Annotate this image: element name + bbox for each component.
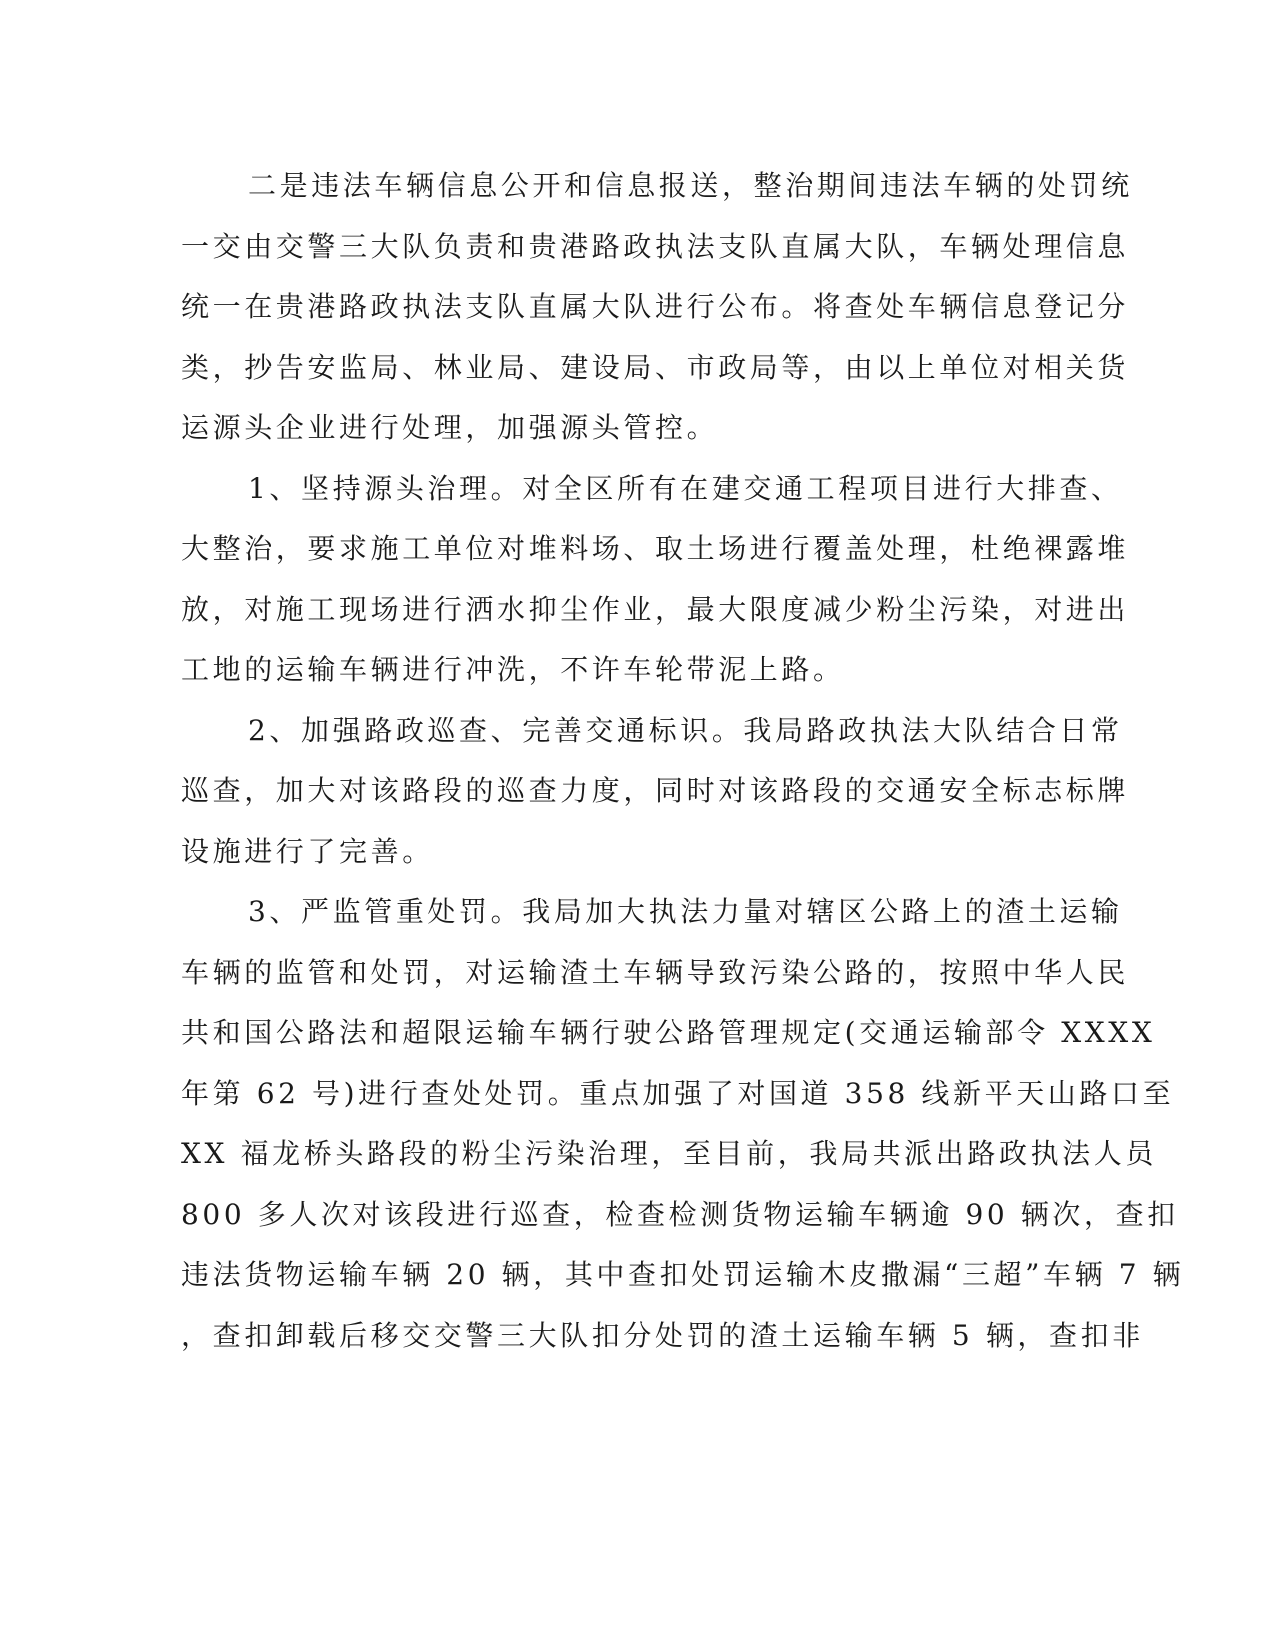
paragraph-line: 巡查，加大对该路段的巡查力度，同时对该路段的交通安全标志标牌 [181, 774, 1130, 807]
paragraph-3 [181, 701, 1130, 883]
body-text [181, 156, 1185, 1366]
paragraph-line: 统一在贵港路政执法支队直属大队进行公布。将查处车辆信息登记分 [181, 290, 1130, 323]
paragraph-line: 1、坚持源头治理。对全区所有在建交通工程项目进行大排查、 [248, 471, 1123, 505]
paragraph-line: 大整治，要求施工单位对堆料场、取土场进行覆盖处理，杜绝裸露堆 [181, 532, 1130, 565]
paragraph-line: 二是违法车辆信息公开和信息报送，整治期间违法车辆的处罚统 [248, 169, 1133, 202]
paragraph-line: 放，对施工现场进行洒水抑尘作业，最大限度减少粉尘污染，对进出 [181, 592, 1130, 626]
paragraph-line: 2、加强路政巡查、完善交通标识。我局路政执法大队结合日常 [248, 713, 1123, 747]
paragraph-line: 运源头企业进行处理，加强源头管控。 [181, 411, 719, 444]
paragraph-line: ，查扣卸载后移交交警三大队扣分处罚的渣土运输车辆 5 辆，查扣非 [181, 1318, 1144, 1352]
paragraph-4 [181, 882, 1185, 1366]
paragraph-line: 工地的运输车辆进行冲洗，不许车轮带泥上路。 [181, 653, 845, 686]
paragraph-line: 年第 62 号)进行查处处罚。重点加强了对国道 358 线新平天山路口至 [181, 1076, 1175, 1110]
paragraph-2 [181, 459, 1130, 701]
paragraph-line: 设施进行了完善。 [181, 834, 434, 868]
paragraph-line: 3、严监管重处罚。我局加大执法力量对辖区公路上的渣土运输 [248, 895, 1123, 928]
paragraph-line: 800 多人次对该段进行巡查，检查检测货物运输车辆逾 90 辆次，查扣 [181, 1197, 1179, 1231]
paragraph-line: 类，抄告安监局、林业局、建设局、市政局等，由以上单位对相关货 [181, 350, 1130, 384]
paragraph-line: XX 福龙桥头路段的粉尘污染治理，至目前，我局共派出路政执法人员 [181, 1137, 1157, 1170]
paragraph-line: 共和国公路法和超限运输车辆行驶公路管理规定(交通运输部令 XXXX [181, 1016, 1156, 1049]
paragraph-line: 一交由交警三大队负责和贵港路政执法支队直属大队，车辆处理信息 [181, 229, 1130, 263]
paragraph-line: 车辆的监管和处罚，对运输渣土车辆导致污染公路的，按照中华人民 [181, 955, 1130, 989]
paragraph-line: 违法货物运输车辆 20 辆，其中查扣处罚运输木皮撒漏“三超”车辆 7 辆 [181, 1258, 1185, 1291]
paragraph-1 [181, 156, 1133, 459]
